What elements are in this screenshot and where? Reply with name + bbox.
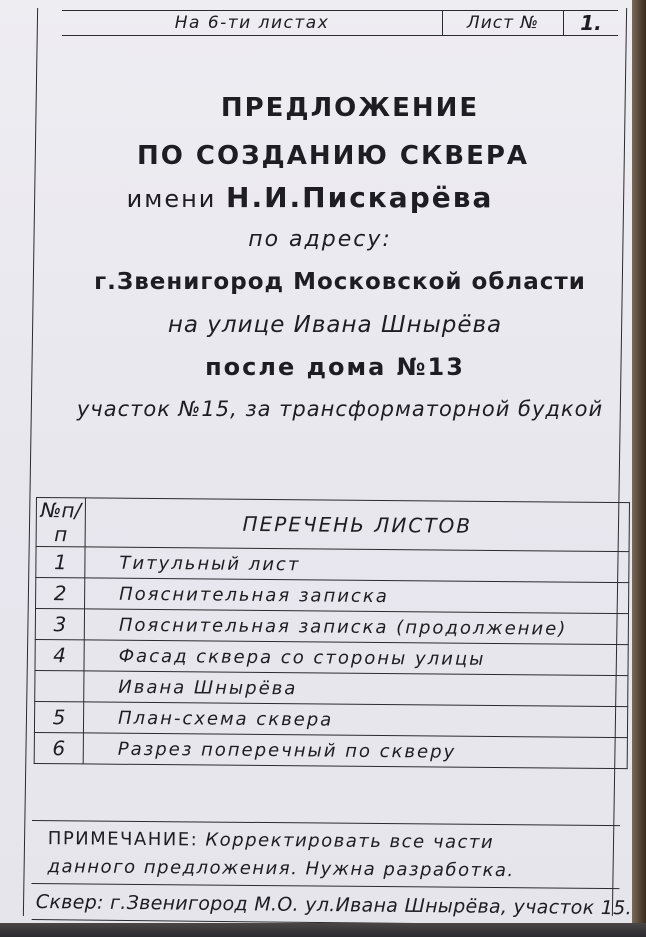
title-block xyxy=(50,88,620,430)
table-row xyxy=(36,578,629,614)
table-row xyxy=(35,639,628,675)
note-line-1 xyxy=(32,821,620,858)
table-row xyxy=(34,732,627,768)
sheet-number: 1. xyxy=(563,11,618,35)
row-number: 3 xyxy=(35,609,84,640)
title-heading: ПРЕДЛОЖЕНИЕ xyxy=(220,93,480,123)
row-number xyxy=(35,670,84,701)
sheet-number-label: Лист № xyxy=(442,11,563,35)
title-house: после дома №13 xyxy=(205,353,465,381)
column-header-number: №п/п xyxy=(36,498,85,547)
background-bottom-edge xyxy=(0,923,646,937)
title-subject: ПО СОЗДАНИЮ СКВЕРА xyxy=(136,141,530,171)
title-address-label: по адресу: xyxy=(248,227,392,252)
table-row xyxy=(35,670,628,706)
row-title: План-схема сквера xyxy=(83,702,627,738)
column-header-title: ПЕРЕЧЕНЬ ЛИСТОВ xyxy=(85,498,629,552)
row-number: 6 xyxy=(34,732,83,763)
title-city: г.Звенигород Московской области xyxy=(94,269,586,295)
row-number: 2 xyxy=(36,578,85,609)
row-number: 1 xyxy=(36,547,85,578)
row-number: 5 xyxy=(34,701,83,732)
row-title: Ивана Шнырёва xyxy=(84,671,628,707)
title-plot: участок №15, за трансформаторной будкой xyxy=(76,397,604,421)
header-stamp-row xyxy=(62,10,618,36)
title-dedication-name: Н.И.Пискарёва xyxy=(226,181,494,214)
table-row xyxy=(34,701,627,737)
row-number: 4 xyxy=(35,639,84,670)
row-title: Пояснительная записка xyxy=(85,578,629,614)
row-title: Разрез поперечный по скверу xyxy=(83,733,627,769)
table-row xyxy=(35,609,628,645)
note-label: ПРИМЕЧАНИЕ: xyxy=(47,828,199,851)
title-dedication xyxy=(0,176,620,220)
note-block xyxy=(31,820,620,889)
note-text-1: Корректировать все части xyxy=(205,829,495,854)
row-title: Фасад сквера со стороны улицы xyxy=(84,640,628,676)
sheets-count: На 6-ти листах xyxy=(174,13,330,33)
background-table-edge xyxy=(632,0,646,937)
table-row xyxy=(36,547,629,583)
footer-stamp: Сквер: г.Звенигород М.О. ул.Ивана Шнырёва, участок 15. xyxy=(32,885,636,926)
table-header-row xyxy=(36,498,629,552)
row-title: Титульный лист xyxy=(85,547,629,583)
row-title: Пояснительная записка (продолжение) xyxy=(84,609,628,645)
title-street: на улице Ивана Шнырёва xyxy=(167,312,503,338)
sheet-list-table xyxy=(34,497,630,769)
note-text-2: данного предложения. Нужна разработка. xyxy=(47,856,515,882)
title-dedication-prefix: имени xyxy=(126,185,227,213)
